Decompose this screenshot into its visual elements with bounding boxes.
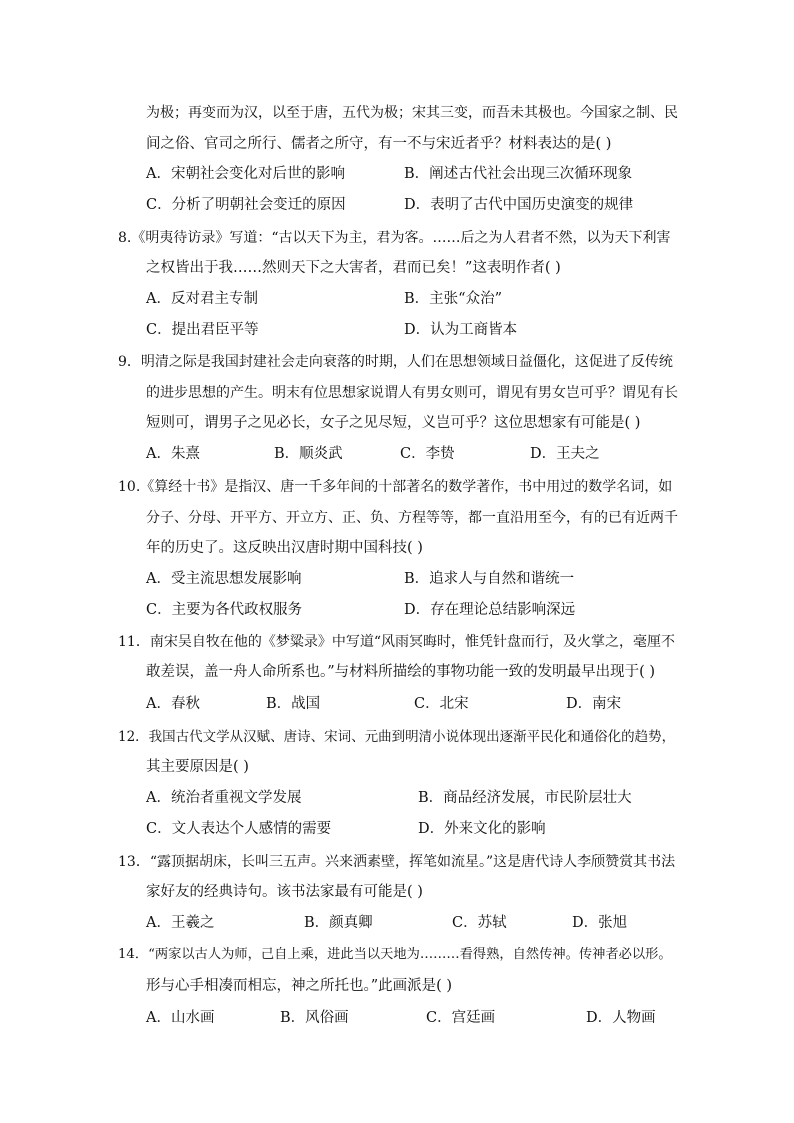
q13-option-d: D．张旭 xyxy=(572,915,628,931)
q13-option-b: B．颜真卿 xyxy=(304,915,373,931)
q13-option-a: A．王羲之 xyxy=(146,915,215,931)
q12-stem-line-1: 12．我国古代文学从汉赋、唐诗、宋词、元曲到明清小说体现出逐渐平民化和通俗化的趋势， xyxy=(118,729,676,745)
q13-option-c: C．苏轼 xyxy=(452,915,507,931)
q14-stem-line-1: 14．“两家以古人为师，己自上乘，进此当以天地为………看得熟，自然传神。传神者必以形。 xyxy=(118,947,672,962)
q10-option-b: B．追求人与自然和谐统一 xyxy=(404,571,575,587)
q11-option-c: C．北宋 xyxy=(414,696,469,712)
q11-option-d: D．南宋 xyxy=(566,696,622,712)
q10-stem-line-1: 10.《算经十书》是指汉、唐一千多年间的十部著名的数学著作，书中用过的数学名词，如 xyxy=(118,479,673,495)
q8-option-a: A．反对君主专制 xyxy=(146,291,258,307)
q11-stem-line-1: 11．南宋吴自牧在他的《梦粱录》中写道“风雨冥晦时，惟凭针盘而行，及火掌之，毫厘不 xyxy=(118,634,675,650)
q10-stem-line-2: 分子、分母、开平方、开立方、正、负、方程等等，都一直沿用至今，有的已有近两千 xyxy=(146,510,678,526)
q9-option-b: B．顺炎武 xyxy=(274,446,343,462)
q9-option-a: A．朱熹 xyxy=(146,446,200,462)
q10-option-d: D．存在理论总结影响深远 xyxy=(404,602,576,618)
q8-option-c: C．提出君臣平等 xyxy=(146,322,259,338)
q10-option-a: A．受主流思想发展影响 xyxy=(146,571,302,587)
q12-option-b: B．商品经济发展，市民阶层壮大 xyxy=(418,790,632,806)
q14-option-a: A．山水画 xyxy=(146,1010,215,1026)
q8-option-b: B．主张“众治” xyxy=(404,291,502,307)
q9-option-d: D．王夫之 xyxy=(530,446,600,462)
q11-option-b: B．战国 xyxy=(266,696,321,712)
q7-stem-line-1: 为极；再变而为汉，以至于唐，五代为极；宋其三变，而吾未其极也。今国家之制、民 xyxy=(146,105,678,121)
q14-option-c: C．宫廷画 xyxy=(426,1010,496,1026)
q10-stem-line-3: 年的历史了。这反映出汉唐时期中国科技( ) xyxy=(146,540,423,556)
q7-option-b: B．阐述古代社会出现三次循环现象 xyxy=(404,166,633,182)
q13-stem-line-2: 家好友的经典诗句。该书法家最有可能是( ) xyxy=(146,884,423,900)
q8-stem-line-2: 之权皆出于我……然则天下之大害者，君而已矣！”这表明作者( ) xyxy=(146,260,561,276)
q14-option-d: D．人物画 xyxy=(586,1010,656,1026)
q11-stem-line-2: 敢差误，盖一舟人命所系也。”与材料所描绘的事物功能一致的发明最早出现于( ) xyxy=(146,664,656,680)
q8-option-d: D．认为工商皆本 xyxy=(404,322,518,338)
q12-option-d: D．外来文化的影响 xyxy=(418,821,546,837)
q7-option-d: D．表明了古代中国历史演变的规律 xyxy=(404,197,634,213)
q7-stem-line-2: 间之俗、官司之所行、儒者之所守，有一不与宋近者乎？材料表达的是( ) xyxy=(146,136,612,152)
q7-option-c: C．分析了明朝社会变迁的原因 xyxy=(146,197,346,213)
q11-option-a: A．春秋 xyxy=(146,696,200,712)
q9-stem-line-1: 9．明清之际是我国封建社会走向衰落的时期，人们在思想领域日益僵化，这促进了反传统 xyxy=(118,354,673,370)
q9-option-c: C．李贽 xyxy=(400,446,455,462)
q7-option-a: A．宋朝社会变化对后世的影响 xyxy=(146,166,345,182)
q10-option-c: C．主要为各代政权服务 xyxy=(146,602,303,618)
q13-stem-line-1: 13．“露顶据胡床，长叫三五声。兴来洒素壁，挥笔如流星。”这是唐代诗人李颀赞赏其书法 xyxy=(118,854,676,870)
q12-stem-line-2: 其主要原因是( ) xyxy=(146,759,249,775)
q9-stem-line-2: 的进步思想的产生。明末有位思想家说谓人有男女则可，谓见有男女岂可乎？谓见有长 xyxy=(146,385,678,401)
q14-option-b: B．风俗画 xyxy=(280,1010,349,1026)
q12-option-a: A．统治者重视文学发展 xyxy=(146,790,302,806)
q9-stem-line-3: 短则可，谓男子之见必长，女子之见尽短，义岂可乎？这位思想家有可能是( ) xyxy=(146,415,641,431)
q12-option-c: C．文人表达个人感情的需要 xyxy=(146,821,332,837)
q14-stem-line-2: 形与心手相凑而相忘，神之所托也。”此画派是( ) xyxy=(146,978,453,994)
q8-stem-line-1: 8.《明夷待访录》写道：“古以天下为主，君为客。……后之为人君者不然，以为天下利害 xyxy=(118,230,671,246)
